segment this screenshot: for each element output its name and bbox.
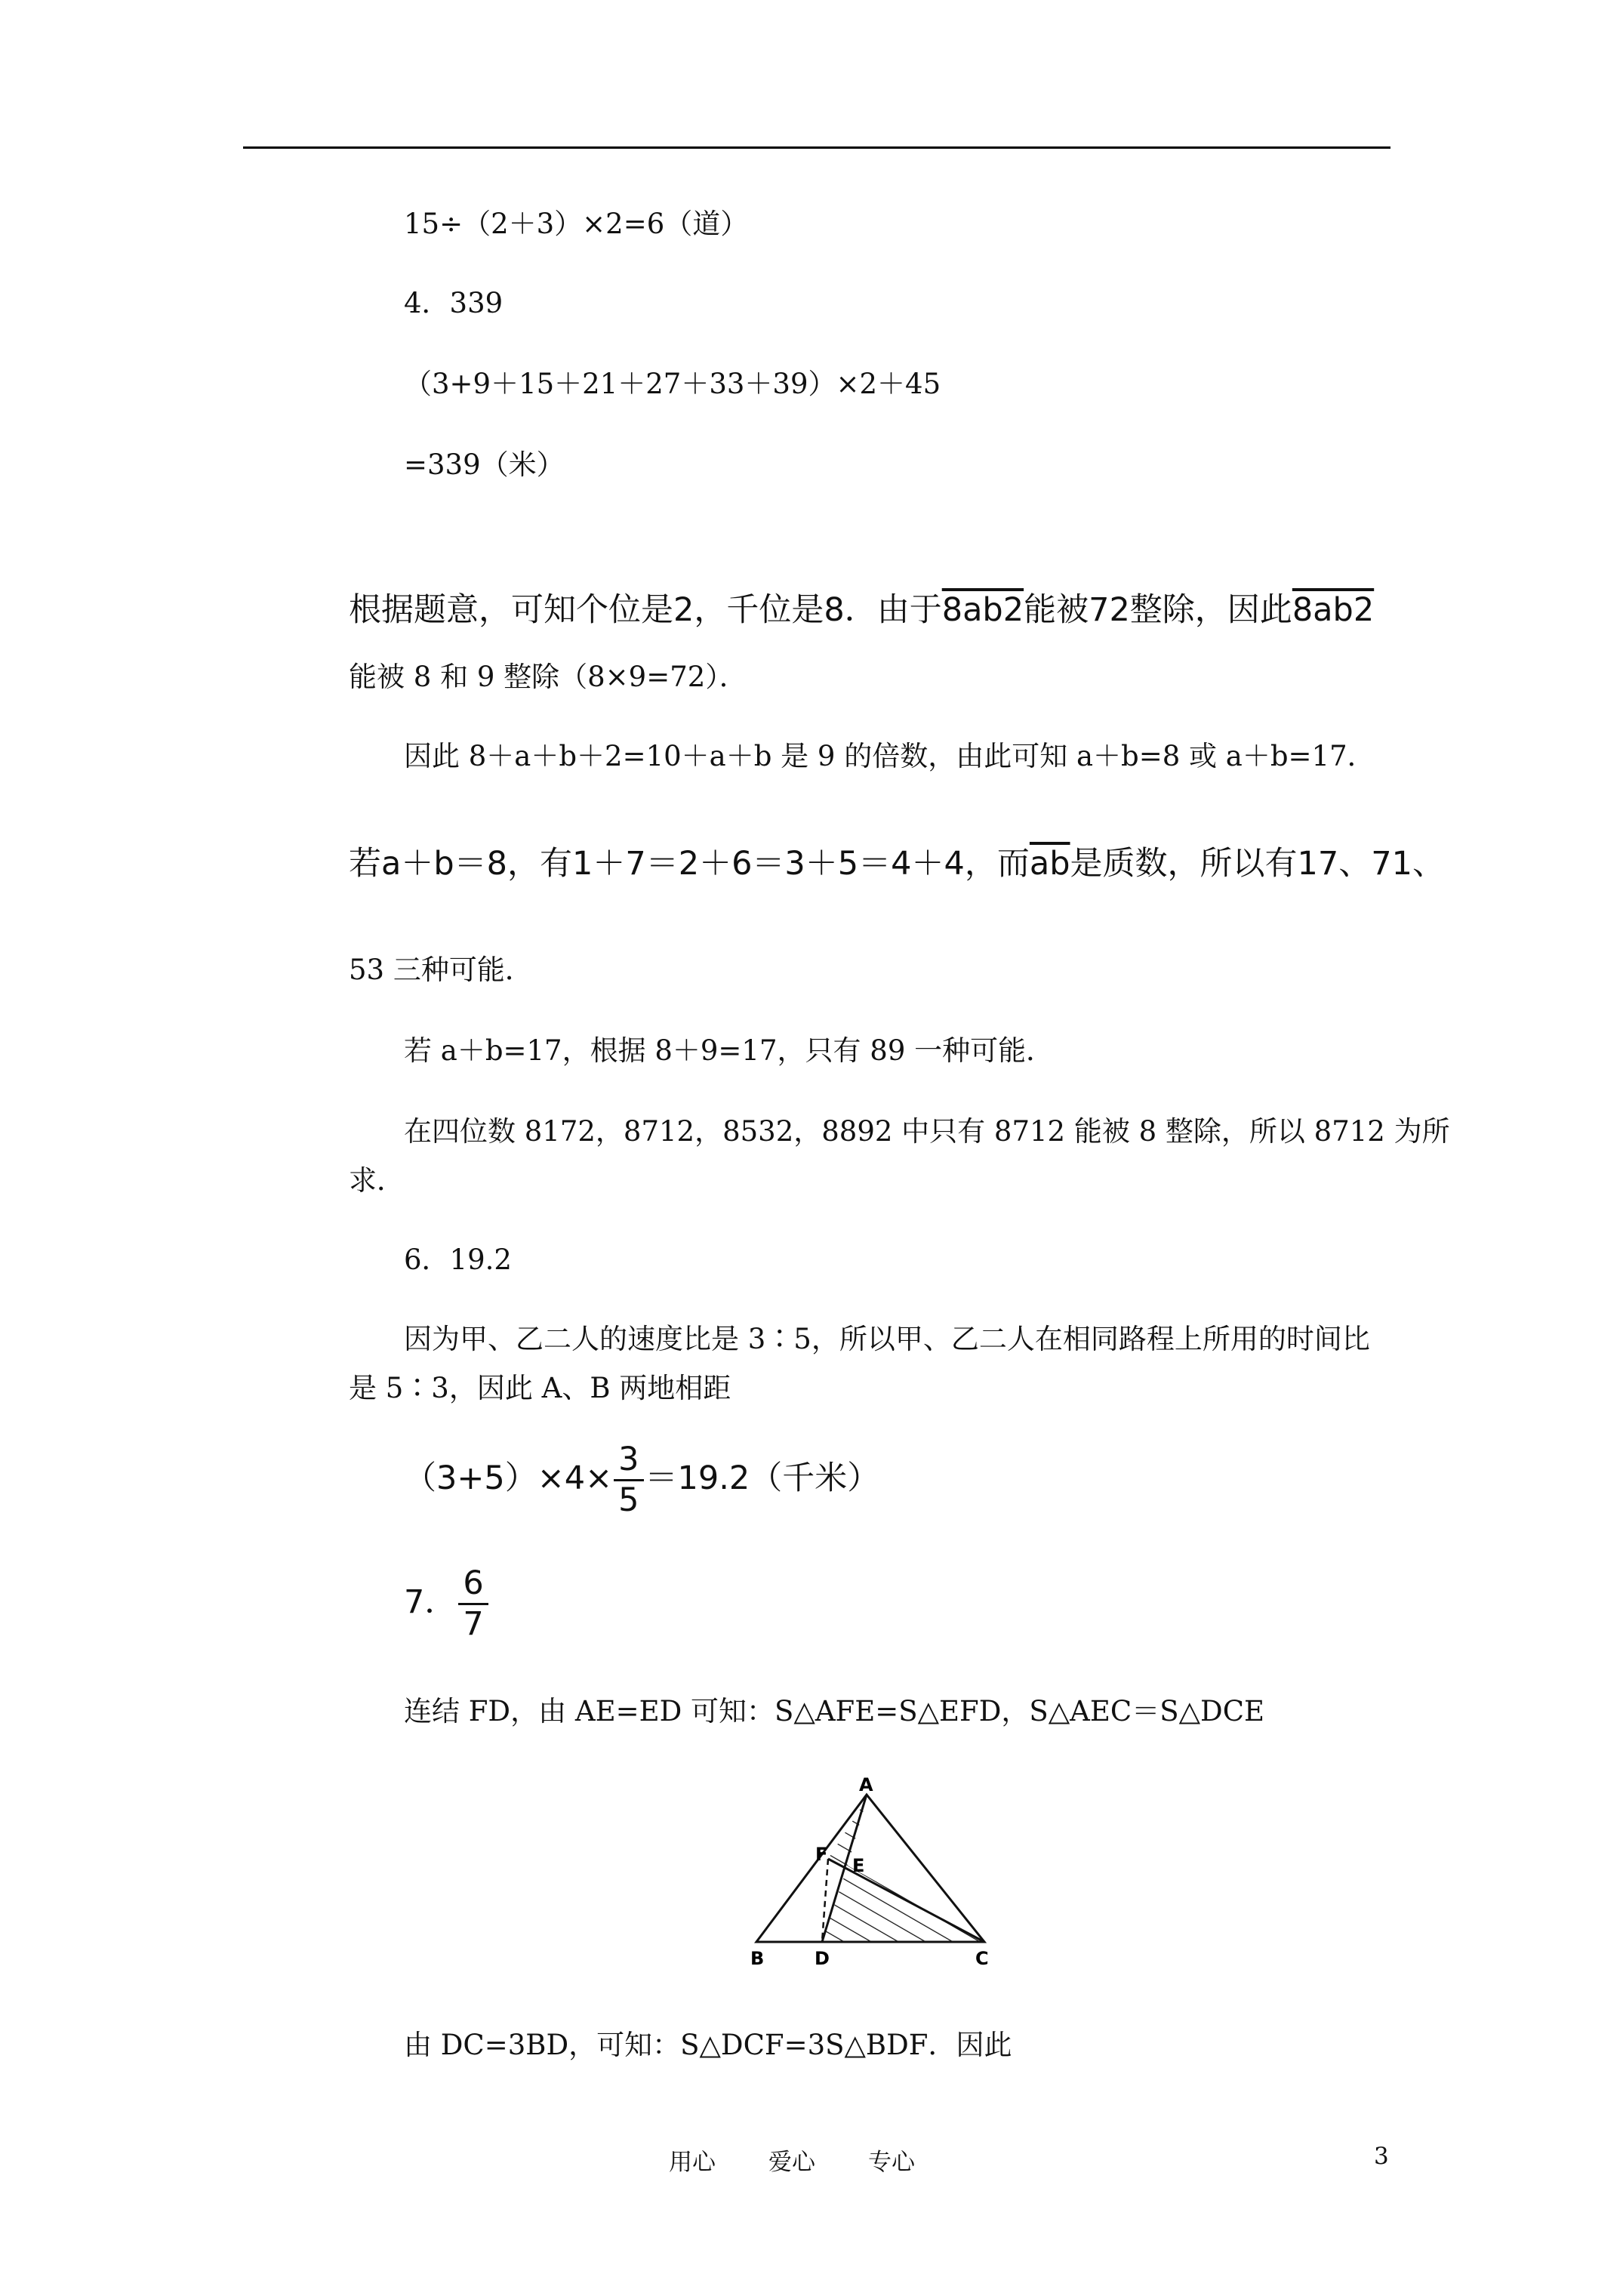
overline-number-1: 8ab2	[941, 591, 1024, 629]
answer-7-label: 7．	[404, 1583, 457, 1621]
triangle-figure	[746, 1776, 1002, 1972]
line-9: 53 三种可能．	[349, 954, 533, 986]
line-1: 15÷（2＋3）×2=6（道）	[404, 208, 749, 240]
page-number: 3	[1374, 2143, 1389, 2170]
footer-word-3: 专心	[868, 2149, 915, 2176]
label-d: D	[815, 1948, 830, 1969]
line-8-part-a: 若a＋b＝8，有1＋7＝2＋6＝3＋5＝4＋4，而	[349, 845, 1030, 883]
line-19: 由 DC=3BD，可知：S△DCF=3S△BDF．因此	[404, 2029, 1012, 2061]
overline-ab: $\overline{ab}$	[1029, 845, 1070, 883]
line-18: 连结 FD，由 AE=ED 可知：S△AFE=S△EFD，S△AEC＝S△DCE	[404, 1695, 1265, 1727]
fraction-numerator: 6	[458, 1567, 488, 1605]
line-3: （3+9＋15＋21＋27＋33＋39）×2＋45	[404, 368, 941, 400]
footer-word-1: 用心	[669, 2149, 716, 2176]
line-10: 若 a＋b=17，根据 8＋9=17，只有 89 一种可能．	[404, 1034, 1055, 1067]
line-14: 因为甲、乙二人的速度比是 3∶5，所以甲、乙二人在相同路程上所用的时间比	[404, 1323, 1370, 1355]
line-6: 能被 8 和 9 整除（8×9=72）．	[349, 661, 747, 693]
line-11: 在四位数 8172，8712，8532，8892 中只有 8712 能被 8 整除，所以 8712 为所	[404, 1115, 1450, 1148]
line-5-part-a: 根据题意，可知个位是2，千位是8．由于	[349, 591, 942, 629]
line-4: =339（米）	[404, 448, 565, 481]
line-2: 4．339	[404, 287, 504, 319]
line-5-part-b: 能被72整除，因此	[1024, 591, 1292, 629]
formula-right: ＝19.2（千米）	[645, 1459, 880, 1497]
label-a: A	[859, 1776, 873, 1795]
label-f: F	[815, 1844, 828, 1865]
label-e: E	[852, 1855, 865, 1876]
label-b: B	[750, 1948, 765, 1969]
fraction-3-5	[614, 1441, 643, 1519]
line-15: 是 5∶3，因此 A、B 两地相距	[349, 1372, 731, 1404]
line-8	[349, 845, 1445, 883]
line-16-formula	[404, 1441, 880, 1519]
shaded-region-dce	[822, 1866, 984, 1942]
line-17	[404, 1564, 490, 1643]
line-7: 因此 8＋a＋b＋2=10＋a＋b 是 9 的倍数，由此可知 a＋b=8 或 a＋b=17．	[404, 740, 1375, 772]
formula-left: （3+5）×4×	[404, 1459, 613, 1497]
overline-number-2: 8ab2	[1292, 591, 1375, 629]
header-rule	[243, 146, 1390, 149]
footer-word-2: 爱心	[768, 2149, 815, 2176]
line-12: 求．	[349, 1164, 405, 1197]
fraction-denominator: 5	[618, 1481, 639, 1519]
line-13: 6．19.2	[404, 1244, 512, 1276]
fraction-numerator: 3	[614, 1444, 643, 1481]
line-8-part-b: 是质数，所以有17、71、	[1070, 845, 1445, 883]
line-5	[349, 591, 1375, 629]
label-c: C	[975, 1948, 989, 1969]
fraction-denominator: 7	[463, 1605, 484, 1643]
fraction-6-7	[458, 1564, 488, 1643]
